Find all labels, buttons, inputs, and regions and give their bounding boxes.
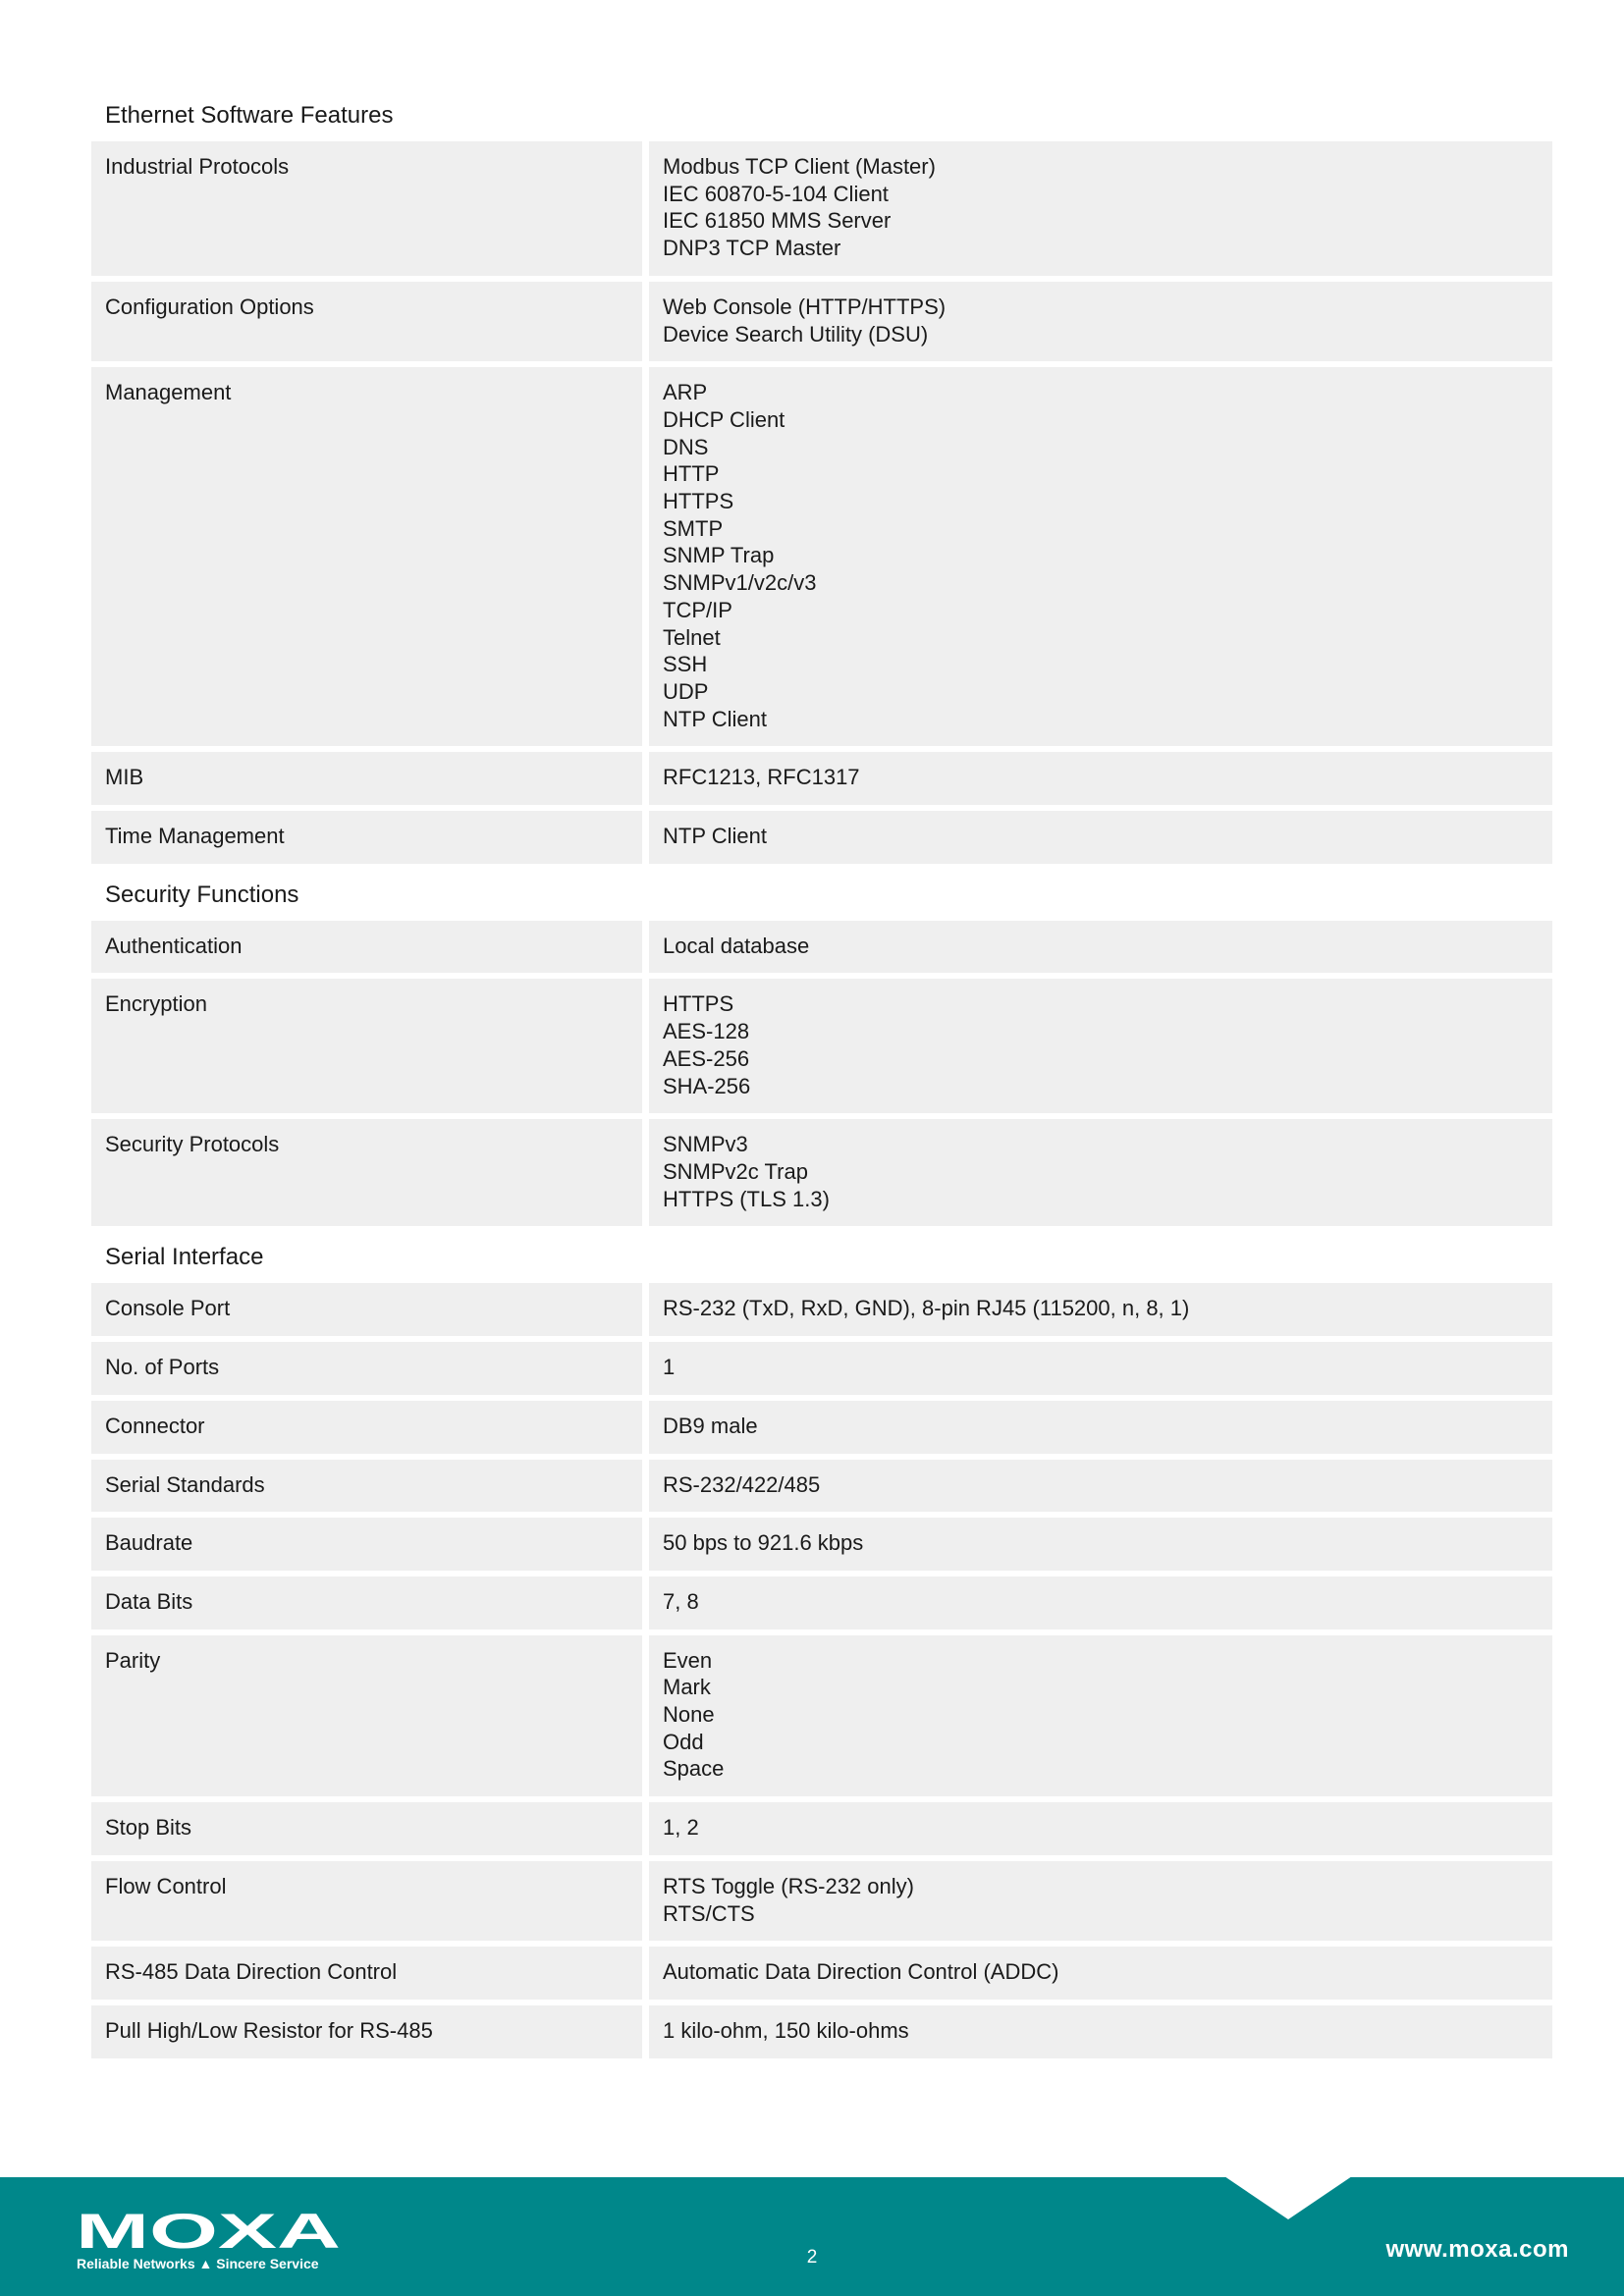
footer-notch-decoration	[1224, 2176, 1352, 2219]
spec-label: Console Port	[91, 1283, 642, 1336]
spec-value-line: Even	[663, 1647, 713, 1673]
section-title: Ethernet Software Features	[105, 102, 394, 129]
svg-text:MOXA: MOXA	[76, 2207, 341, 2252]
spec-row	[91, 1576, 1552, 1629]
spec-value-line: NTP Client	[663, 824, 767, 849]
spec-value-line: SSH	[663, 652, 708, 677]
section-title: Security Functions	[105, 881, 299, 908]
spec-label: Stop Bits	[91, 1802, 642, 1855]
spec-value	[649, 979, 1552, 1113]
spec-row	[91, 1460, 1552, 1513]
page-number: 2	[806, 2247, 818, 2268]
spec-label: Serial Standards	[91, 1460, 642, 1513]
spec-row	[91, 1518, 1552, 1571]
spec-label: Parity	[91, 1635, 642, 1797]
spec-value	[649, 1283, 1552, 1336]
spec-label: Industrial Protocols	[91, 141, 642, 276]
spec-value-line: SMTP	[663, 515, 724, 541]
spec-value	[649, 1518, 1552, 1571]
spec-value-line: 1 kilo-ohm, 150 kilo-ohms	[663, 2017, 909, 2043]
spec-value	[649, 1342, 1552, 1395]
spec-value-line: Mark	[663, 1675, 711, 1700]
spec-label: Data Bits	[91, 1576, 642, 1629]
spec-row	[91, 921, 1552, 974]
spec-value-line: Modbus TCP Client (Master)	[663, 154, 936, 179]
spec-label: RS-485 Data Direction Control	[91, 1947, 642, 2000]
spec-value	[649, 141, 1552, 276]
spec-value-line: DNS	[663, 434, 709, 459]
spec-value-line: Space	[663, 1756, 725, 1782]
spec-value-line: SNMPv2c Trap	[663, 1158, 808, 1184]
spec-label: Time Management	[91, 811, 642, 864]
spec-value-line: IEC 61850 MMS Server	[663, 208, 892, 234]
spec-value	[649, 1861, 1552, 1941]
spec-row	[91, 752, 1552, 805]
spec-value-line: RTS Toggle (RS-232 only)	[663, 1873, 914, 1898]
spec-value	[649, 752, 1552, 805]
spec-row	[91, 1401, 1552, 1454]
spec-label: Configuration Options	[91, 282, 642, 361]
spec-row	[91, 141, 1552, 276]
spec-row	[91, 1342, 1552, 1395]
moxa-logo	[76, 2207, 351, 2252]
spec-value-line: SNMP Trap	[663, 543, 775, 568]
spec-value	[649, 811, 1552, 864]
spec-value-line: 1	[663, 1355, 676, 1380]
spec-row	[91, 1635, 1552, 1797]
spec-label: Management	[91, 367, 642, 746]
spec-label: Encryption	[91, 979, 642, 1113]
spec-value	[649, 1401, 1552, 1454]
spec-value-line: RTS/CTS	[663, 1900, 755, 1926]
spec-value-line: HTTPS	[663, 991, 734, 1017]
spec-value-line: Automatic Data Direction Control (ADDC)	[663, 1959, 1059, 1985]
spec-row	[91, 811, 1552, 864]
spec-value-line: NTP Client	[663, 706, 767, 731]
spec-value-line: Odd	[663, 1729, 704, 1754]
spec-value-line: Web Console (HTTP/HTTPS)	[663, 294, 947, 319]
spec-value-line: AES-256	[663, 1045, 750, 1071]
spec-label: Baudrate	[91, 1518, 642, 1571]
spec-label: Authentication	[91, 921, 642, 974]
spec-value-line: AES-128	[663, 1019, 750, 1044]
spec-value	[649, 921, 1552, 974]
section-title: Serial Interface	[105, 1244, 264, 1271]
spec-value	[649, 1119, 1552, 1226]
spec-value	[649, 1947, 1552, 2000]
spec-value-line: 50 bps to 921.6 kbps	[663, 1530, 864, 1556]
spec-value-line: SNMPv3	[663, 1132, 748, 1157]
spec-row	[91, 979, 1552, 1113]
spec-row	[91, 282, 1552, 361]
spec-row	[91, 367, 1552, 746]
spec-value-line: Telnet	[663, 624, 721, 650]
spec-content	[91, 84, 1552, 2064]
spec-value	[649, 282, 1552, 361]
spec-value-line: UDP	[663, 678, 709, 704]
spec-row	[91, 1119, 1552, 1226]
spec-label: Pull High/Low Resistor for RS-485	[91, 2005, 642, 2058]
spec-label: Connector	[91, 1401, 642, 1454]
spec-row	[91, 1947, 1552, 2000]
spec-value-line: SHA-256	[663, 1073, 751, 1098]
spec-value-line: 7, 8	[663, 1588, 699, 1614]
spec-value-line: RS-232 (TxD, RxD, GND), 8-pin RJ45 (115200, n, 8, 1)	[663, 1296, 1190, 1321]
spec-value-line: ARP	[663, 380, 708, 405]
spec-value-line: TCP/IP	[663, 597, 732, 622]
spec-value	[649, 1802, 1552, 1855]
spec-value-line: 1, 2	[663, 1815, 699, 1841]
spec-value-line: RFC1213, RFC1317	[663, 765, 860, 790]
spec-row	[91, 1861, 1552, 1941]
spec-value-line: None	[663, 1702, 715, 1728]
spec-label: Flow Control	[91, 1861, 642, 1941]
spec-value-line: Local database	[663, 933, 810, 958]
spec-label: Security Protocols	[91, 1119, 642, 1226]
page-footer	[0, 2177, 1624, 2296]
spec-value-line: DB9 male	[663, 1413, 758, 1438]
spec-value	[649, 1635, 1552, 1797]
spec-value	[649, 2005, 1552, 2058]
spec-value	[649, 367, 1552, 746]
spec-value-line: DHCP Client	[663, 406, 785, 432]
spec-value	[649, 1460, 1552, 1513]
spec-value-line: HTTP	[663, 461, 720, 487]
spec-value	[649, 1576, 1552, 1629]
spec-row	[91, 1802, 1552, 1855]
spec-value-line: HTTPS	[663, 489, 734, 514]
spec-row	[91, 1283, 1552, 1336]
spec-row	[91, 2005, 1552, 2058]
spec-value-line: IEC 60870-5-104 Client	[663, 181, 889, 206]
footer-tagline: Reliable Networks ▲ Sincere Service	[77, 2256, 319, 2271]
spec-value-line: SNMPv1/v2c/v3	[663, 570, 817, 596]
website-link[interactable]: www.moxa.com	[1385, 2236, 1569, 2263]
spec-value-line: HTTPS (TLS 1.3)	[663, 1186, 830, 1211]
spec-value-line: Device Search Utility (DSU)	[663, 321, 929, 347]
spec-label: No. of Ports	[91, 1342, 642, 1395]
spec-label: MIB	[91, 752, 642, 805]
spec-value-line: DNP3 TCP Master	[663, 236, 841, 261]
spec-value-line: RS-232/422/485	[663, 1471, 821, 1497]
